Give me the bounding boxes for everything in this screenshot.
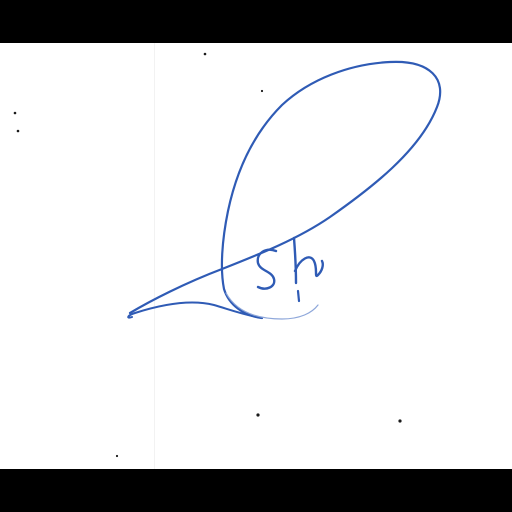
signature-letter-s xyxy=(258,250,276,289)
signature-lower-curve xyxy=(226,293,318,319)
letterbox-bottom-bar xyxy=(0,469,512,512)
scan-specks xyxy=(14,53,402,457)
signature-drawing xyxy=(0,43,512,469)
signature-letter-h-stem xyxy=(294,238,296,283)
paper-scan xyxy=(0,43,512,469)
signature-letter-h-arch xyxy=(295,257,323,276)
letterbox-top-bar xyxy=(0,0,512,43)
signature-main-loop xyxy=(130,62,440,318)
signature-small-mark xyxy=(298,291,299,301)
